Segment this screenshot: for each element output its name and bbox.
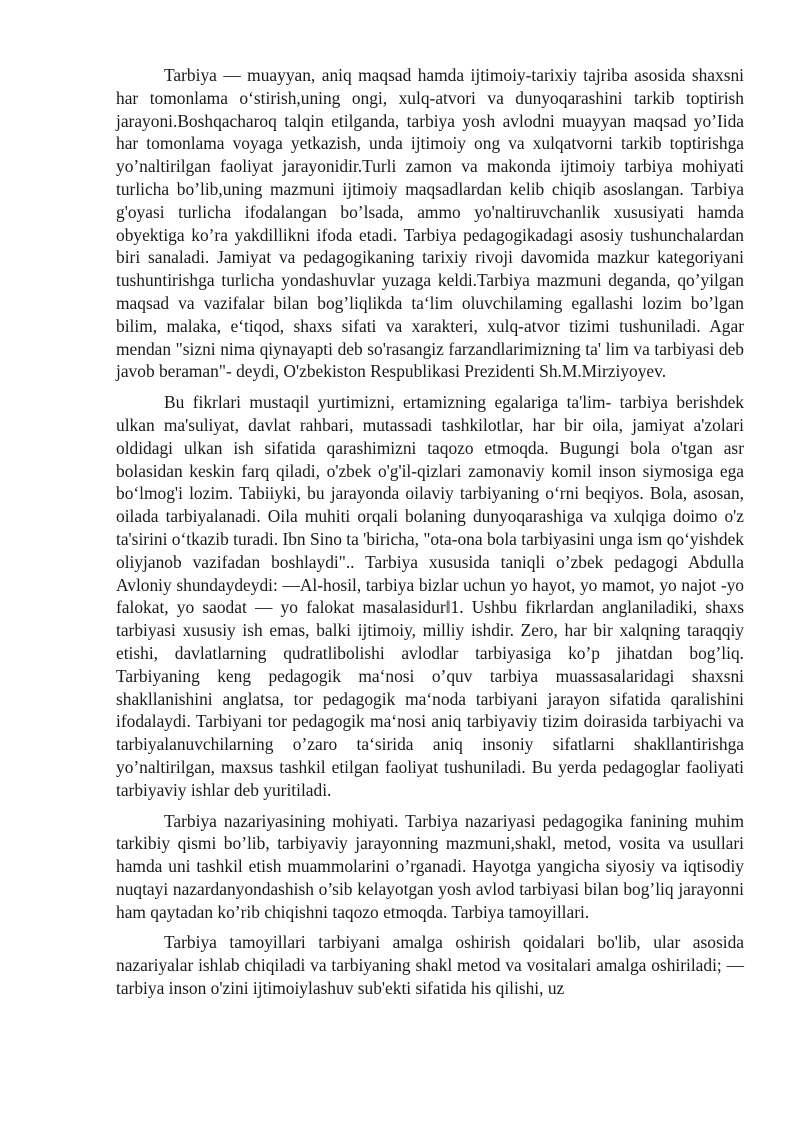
paragraph-principles: Tarbiya tamoyillari tarbiyani amalga oshirish qoidalari bo'lib, ular asosida nazariyalar ishlab chiqiladi va tarbiyaning shakl metod va vositalari amalga oshiriladi; — tarbiya inson o'zini ijtimoiylashuv sub'ekti sifatida his qilishi, uz — [116, 932, 744, 999]
document-page — [116, 64, 744, 1000]
paragraph-theory-essence: Tarbiya nazariyasining mohiyati. Tarbiya nazariyasi pedagogika fanining muhim tarkibiy qismi bo’lib, tarbiyaviy jarayonning mazmuni,shakl, metod, vosita va usullari hamda uni tashkil etish muammolarini o’rganadi. Hayotga yangicha siyosiy va iqtisodiy nuqtayi nazardanyondashish o’sib kelayotgan yosh avlod tarbiyasi bilan bog’liq jarayonni ham qaytadan ko’rib chiqishni taqozo etmoqda. Tarbiya tamoyillari. — [116, 810, 744, 922]
paragraph-definition: Tarbiya — muayyan, aniq maqsad hamda ijtimoiy-tarixiy tajriba asosida shaxsni har tomonlama o‘stirish,uning ongi, xulq-atvori va dunyoqarashini tarkib toptirish jarayoni.Boshqacharoq talqin etilganda, tarbiya yosh avlodni muayyan maqsad yo’Iida har tomonlama voyaga yetkazish, unda ijtimoiy ong va xulqatvorni tarkib toptirishga yo’naltirilgan faoliyat jarayonidir.Turli zamon va makonda ijtimoiy tarbiya mohiyati turlicha bo’lib,uning mazmuni ijtimoiy maqsadlardan kelib chiqib asoslangan. Tarbiya g'oyasi turlicha ifodalangan bo’lsada, ammo yo'naltiruvchanlik xususiyati hamda obyektiga ko’ra yakdillikni ifoda etadi. Tarbiya pedagogikadagi asosiy tushunchalardan biri sanaladi. Jamiyat va pedagogikaning tarixiy rivoji davomida mazkur kategoriyani tushuntirishga turlicha yondashuvlar yuzaga keldi.Tarbiya mazmuni deganda, qo’yilgan maqsad va vazifalar bilan bog’liqlikda ta‘lim oluvchilaming egallashi lozim bo’lgan bilim, malaka, e‘tiqod, shaxs sifati va xarakteri, xulq-atvor tizimi tushuniladi. Agar mendan "sizni nima qiynayapti deb so'rasangiz farzandlarimizning ta' lim va tarbiyasi deb javob beraman"- deydi, O'zbekiston Respublikasi Prezidenti Sh.M.Mirziyoyev. — [116, 65, 744, 382]
paragraph-family-upbringing: Bu fikrlari mustaqil yurtimizni, ertamizning egalariga ta'lim- tarbiya berishdek ulkan ma'suliyat, davlat rahbari, mutassadi tashkilotlar, har bir oila, jamiyat a'zolari oldidagi ulkan ish sifatida qarashimizni taqozo etmoqda. Bugungi bola o'tgan asr bolasidan keskin farq qiladi, o'zbek o'g'il-qizlari zamonaviy komil inson siymosiga ega bo‘lmog'i lozim. Tabiiyki, bu jarayonda oilaviy tarbiyaning o‘rni beqiyos. Bola, asosan, oilada tarbiyalanadi. Oila muhiti orqali bolaning dunyoqarashiga va xulqiga doimo o'z ta'sirini o‘tkazib turadi. Ibn Sino ta 'biricha, "ota-ona bola tarbiyasini unga ism qo‘yishdek oliyjanob vazifadan boshlaydi".. Tarbiya xususida taniqli o’zbek pedagogi Abdulla Avloniy shundaydeydi: ―Al-hosil, tarbiya bizlar uchun yo hayot, yo mamot, yo najot -yo falokat, yo saodat — yo falokat masalasidur‖1. Ushbu fikrlardan anglaniladiki, shaxs tarbiyasi xususiy ish emas, balki ijtimoiy, milliy ishdir. Zero, har bir xalqning taraqqiy etishi, davlatlarning qudratlibolishi avlodlar tarbiyasiga ko’p jihatdan bog’liq. Tarbiyaning keng pedagogik ma‘nosi o’quv tarbiya muassasalaridagi shaxsni shakllanishini anglatsa, tor pedagogik ma‘noda tarbiyani jarayon sifatida qaralishini ifodalaydi. Tarbiyani tor pedagogik ma‘nosi aniq tarbiyaviy tizim doirasida tarbiyachi va tarbiyalanuvchilarning o’zaro ta‘sirida aniq insoniy sifatlarni shakllantirishga yo’naltirilgan, maxsus tashkil etilgan faoliyat tushuniladi. Bu yerda pedagoglar faoliyati tarbiyaviy ishlar deb yuritiladi. — [116, 392, 744, 800]
